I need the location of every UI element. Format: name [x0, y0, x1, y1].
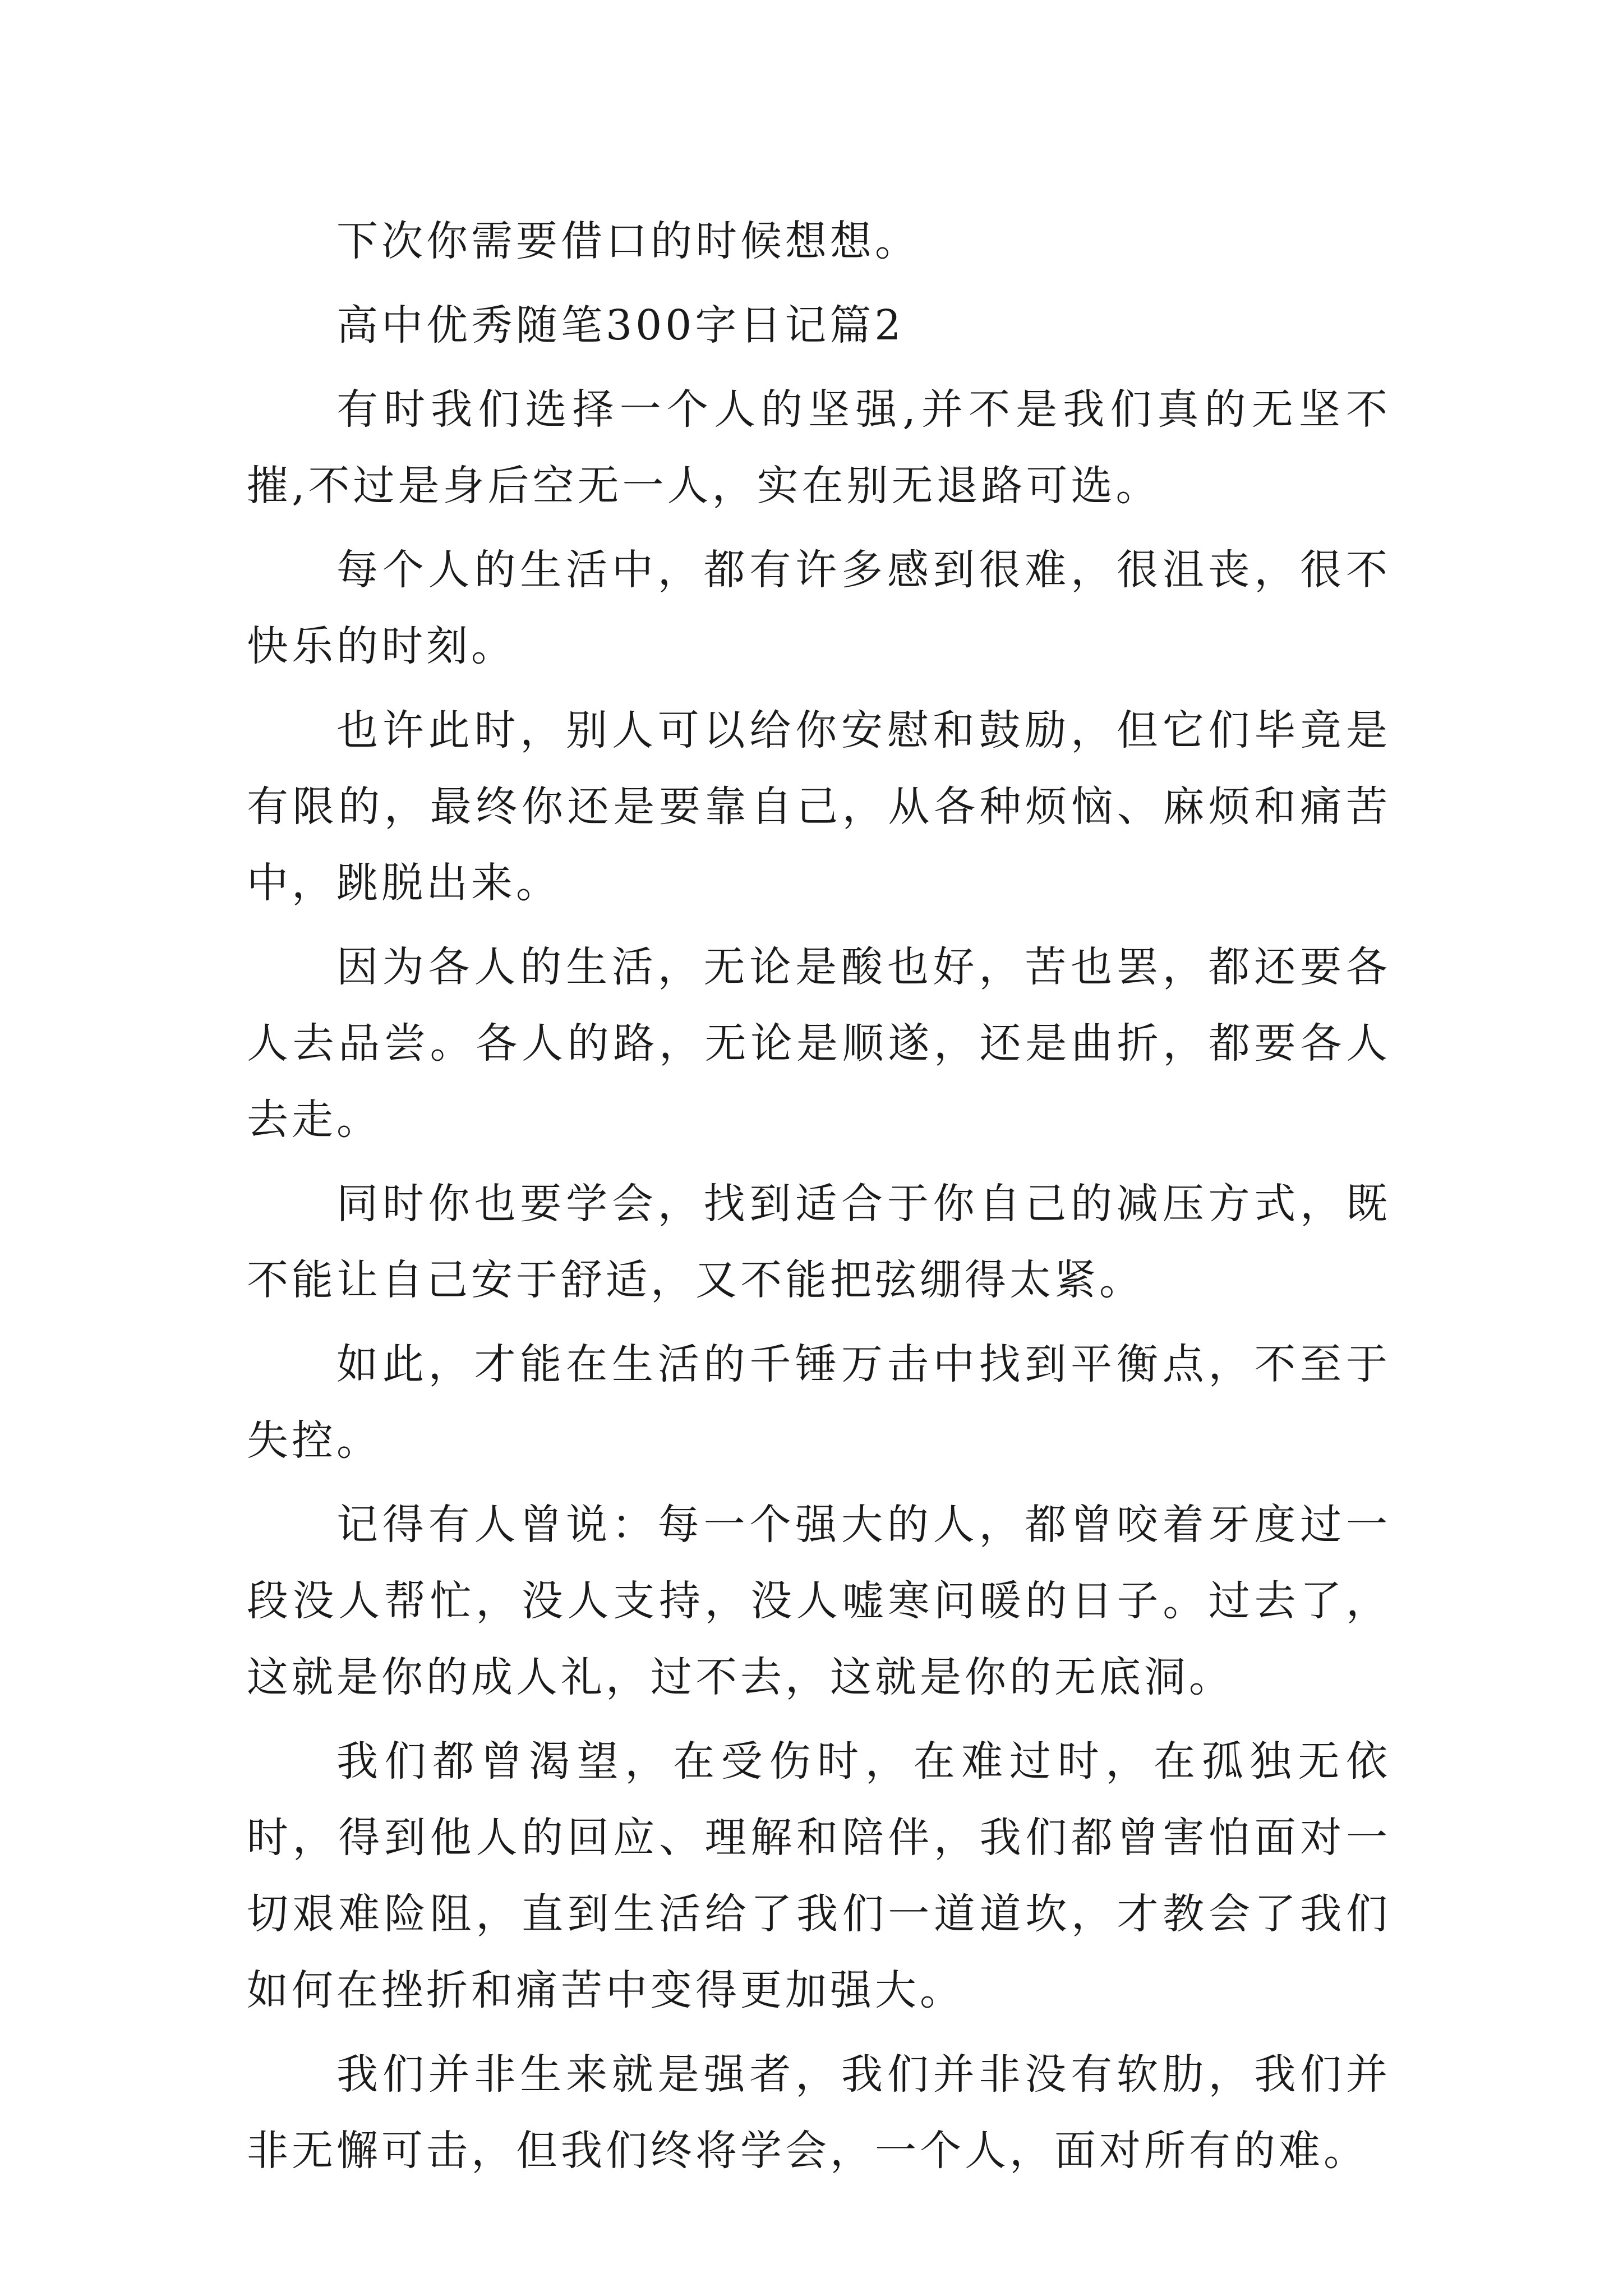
paragraph: 下次你需要借口的时候想想。	[336, 217, 920, 265]
paragraph: 我们并非生来就是强者，我们并非没有软肋，我们并非无懈可击，但我们终将学会，一个人，面对所有的难。	[247, 2050, 1391, 2175]
paragraph: 我们都曾渴望，在受伤时，在难过时，在孤独无依时，得到他人的回应、理解和陪伴，我们都曾害怕面对一切艰难险阻，直到生活给了我们一道道坎，才教会了我们如何在挫折和痛苦中变得更加强大。	[247, 1737, 1391, 2014]
paragraph: 如此，才能在生活的千锤万击中找到平衡点，不至于失控。	[247, 1340, 1391, 1465]
paragraph: 也许此时，别人可以给你安慰和鼓励，但它们毕竟是有限的，最终你还是要靠自己，从各种烦恼、麻烦和痛苦中，跳脱出来。	[247, 706, 1391, 907]
paragraph: 有时我们选择一个人的坚强,并不是我们真的无坚不摧,不过是身后空无一人，实在别无退路可选。	[247, 385, 1391, 510]
paragraph: 记得有人曾说：每一个强大的人，都曾咬着牙度过一段没人帮忙，没人支持，没人嘘寒问暖的日子。过去了，这就是你的成人礼，过不去，这就是你的无底洞。	[247, 1501, 1391, 1701]
paragraph: 因为各人的生活，无论是酸也好，苦也罢，都还要各人去品尝。各人的路，无论是顺遂，还是曲折，都要各人去走。	[247, 943, 1391, 1144]
paragraph: 每个人的生活中，都有许多感到很难，很沮丧，很不快乐的时刻。	[247, 546, 1391, 670]
paragraph: 同时你也要学会，找到适合于你自己的减压方式，既不能让自己安于舒适，又不能把弦绷得太紧。	[247, 1180, 1391, 1304]
body-text	[247, 203, 1391, 2189]
section-heading: 高中优秀随笔300字日记篇2	[336, 301, 905, 349]
